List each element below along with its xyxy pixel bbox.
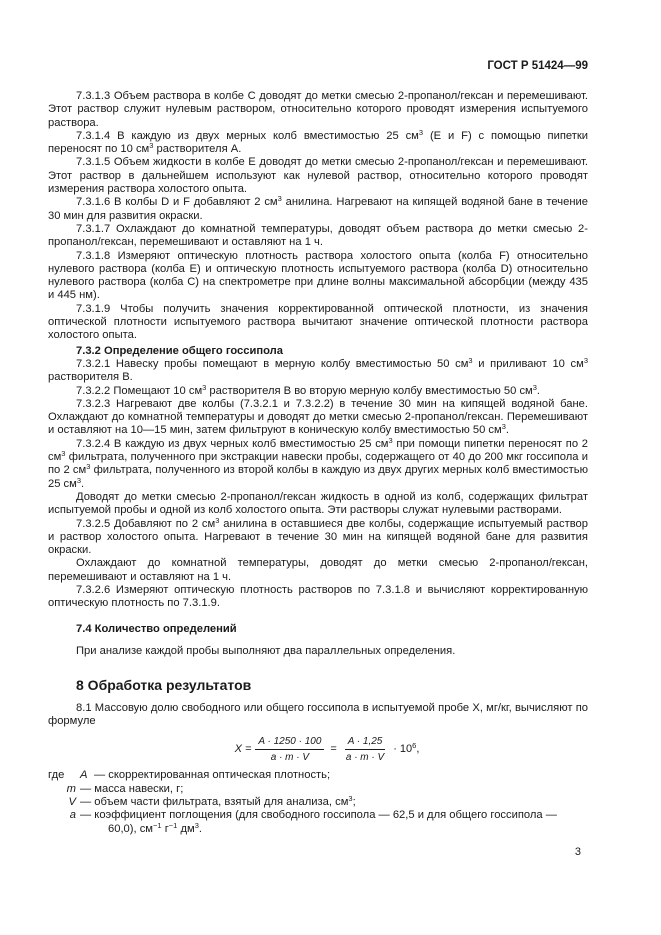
legend-row-a-coef: a — коэффициент поглощения (для свободного госсипола — 62,5 и для общего госсипола —: [69, 809, 557, 822]
legend-row-v: V — объем части фильтрата, взятый для анализа, $см^3$;: [68, 793, 356, 808]
para-8-1: 8.1 Массовую долю свободного или общего госсипола в испытуемой пробе X, мг/кг, вычисляют по формуле: [48, 702, 588, 728]
para-7-3-2-2: 7.3.2.2 Помещают 10 $см^3$ растворителя B во вторую мерную колбу вместимостью 50 $см^3$.: [76, 382, 541, 397]
para-cooling: Охлаждают до комнатной температуры, доводят до метки смесью 2-пропанол/гексан, перемешивают и оставляют на 1 ч.: [48, 557, 588, 583]
para-filtrate-dilution: Доводят до метки смесью 2-пропанол/гексан жидкость в одной из колб, содержащих фильтрат испытуемой пробы и одной из колб холостого опыта. Эти растворы служат нулевыми растворами.: [48, 490, 588, 517]
para-7-3-2-4: 7.3.2.4 В каждую из двух черных колб вместимостью 25 $см^3$ при помощи пипетки переносят по 2 $см^3$ фильтрата, полученного при экстракции навески пробы, содержащего от 40 до 200 мкг госсипола и по 2 $см^3$ фильтрата, полученного из второй колбы в каждую из двух других мерных колб вместимостью 25 $см^3$.: [48, 435, 589, 490]
para-7-3-1-5: 7.3.1.5 Объем жидкости в колбе E доводят до метки смесью 2-пропанол/гексан и перемешивают. Этот раствор в дальнейшем используют как нулевой раствор, относительно которого проводят измерения раствора холостого опыта.: [48, 156, 588, 196]
para-7-3-1-9: 7.3.1.9 Чтобы получить значения корректированной оптической плотности, из значения оптической плотности испытуемого раствора вычитают значение оптической плотности раствора холостого опыта.: [48, 302, 588, 342]
para-7-3-1-6: 7.3.1.6 В колбы D и F добавляют 2 $см^3$ анилина. Нагревают на кипящей водяной бане в течение 30 мин для развития окраски.: [48, 194, 588, 222]
para-7-4: При анализе каждой пробы выполняют два параллельных определения.: [76, 644, 456, 657]
heading-7-3-2: 7.3.2 Определение общего госсипола: [76, 344, 283, 357]
formula-fraction-2: $\frac{A \cdot 1,25}{a \cdot m \cdot V}$: [345, 735, 385, 764]
page-content: [48, 90, 588, 836]
heading-7-4: 7.4 Количество определений: [76, 622, 237, 635]
heading-section-8: 8 Обработка результатов: [76, 677, 252, 694]
document-header: ГОСТ Р 51424—99: [487, 60, 588, 72]
legend-row-a-coef-cont: 60,0), $см^{-1}$ $г^{-1}$ $дм^3$.: [108, 820, 202, 835]
formula-lhs: X =: [234, 742, 252, 755]
para-7-3-1-7: 7.3.1.7 Охлаждают до комнатной температуры, доводят объем раствора до метки смесью 2-пропанол/гексан, перемешивают и оставляют на 1 ч.: [48, 222, 588, 249]
formula: X = $\frac{A \cdot 1250 \cdot 100}{a \cdot m \cdot V}$ = $\frac{A \cdot 1,25}{a \cdot m \cdot V}$ · $10^6$,: [234, 735, 420, 764]
para-7-3-1-4: 7.3.1.4 В каждую из двух мерных колб вместимостью 25 $см^3$ (E и F) с помощью пипетки переносят по 10 $см^3$ растворителя A.: [48, 127, 589, 156]
formula-multiplier: · $10^6$,: [393, 740, 420, 755]
para-7-3-1-8: 7.3.1.8 Измеряют оптическую плотность раствора холостого опыта (колба F) относительно нулевого раствора (колба E) и оптическую плотность испытуемого раствора (колба D) относительно нулевого раствора (колба C) на спектрометре при длине волны максимальной абсорбции (между 435 и 445 нм).: [48, 249, 588, 302]
para-7-3-2-3: 7.3.2.3 Нагревают две колбы (7.3.2.1 и 7.3.2.2) в течение 30 мин на кипящей водяной бане. Охлаждают до комнатной температуры и доводят до метки смесью 2-пропанол/гексан. Перемешивают и оставляют на 10—15 мин, затем фильтруют в коническую колбу вместимостью 50 $см^3$.: [48, 397, 588, 437]
para-7-3-2-5: 7.3.2.5 Добавляют по 2 $см^3$ анилина в оставшиеся две колбы, содержащие испытуемый раствор и раствор холостого опыта. Нагревают в течение 30 мин на кипящей водяной бане для развития окраски.: [48, 515, 588, 557]
para-7-3-2-6: 7.3.2.6 Измеряют оптическую плотность растворов по 7.3.1.8 и вычисляют корректированную оптическую плотность по 7.3.1.9.: [48, 583, 588, 610]
formula-fraction-1: $\frac{A \cdot 1250 \cdot 100}{a \cdot m \cdot V}$: [255, 735, 324, 765]
formula-legend: [48, 769, 588, 835]
legend-row-a: где A — скорректированная оптическая плотность;: [48, 769, 331, 782]
page-number: 3: [574, 846, 581, 858]
para-7-3-1-3: 7.3.1.3 Объем раствора в колбе C доводят до метки смесью 2-пропанол/гексан и перемешивают. Этот раствор служит нулевым раствором, относительно которого проводят измерения испытуемого раствора.: [48, 90, 588, 129]
legend-row-m: m — масса навески, г;: [66, 782, 184, 795]
para-7-3-2-1: 7.3.2.1 Навеску пробы помещают в мерную колбу вместимостью 50 $см^3$ и приливают 10 $см^3$ растворителя B.: [48, 355, 589, 384]
